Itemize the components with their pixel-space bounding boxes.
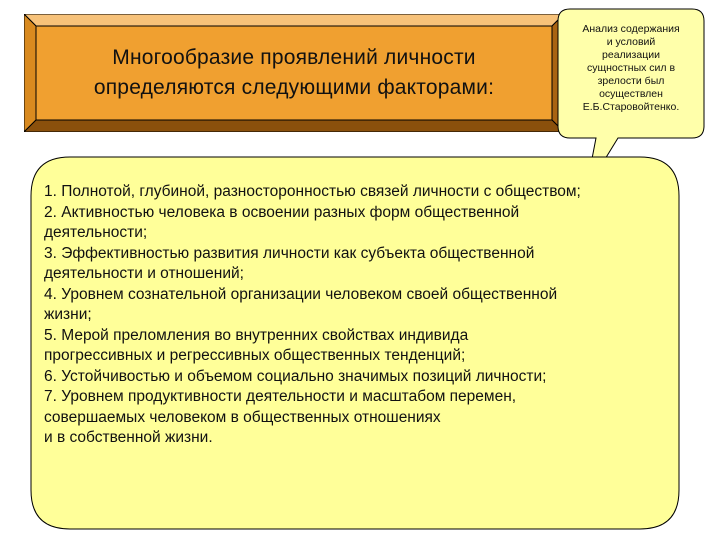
factor-line: деятельности; [44, 224, 148, 241]
factor-item [44, 326, 680, 367]
page-title [36, 26, 552, 120]
title-bevel-top [24, 14, 564, 26]
factor-line: деятельности и отношений; [44, 265, 244, 282]
title-block [24, 14, 564, 132]
factor-item [44, 244, 680, 285]
factors-panel [30, 156, 680, 530]
factor-line: прогрессивных и регрессивных общественных тенденций; [44, 347, 466, 364]
factor-line: жизни; [44, 306, 92, 323]
factors-list [44, 182, 680, 449]
title-line-2: определяются следующими факторами: [93, 76, 495, 99]
callout-line: Е.Б.Старовойтенко. [582, 101, 680, 113]
factor-line: 4. Уровнем сознательной организации человеком своей общественной [44, 285, 558, 303]
factor-line: 3. Эффективностью развития личности как субъекта общественной [44, 244, 535, 262]
title-bevel-left [24, 14, 36, 132]
factor-item [44, 203, 680, 244]
factor-item [44, 182, 680, 203]
title-bevel-bottom [24, 120, 564, 132]
factor-line: 5. Мерой преломления во внутренних свойствах индивида [44, 326, 469, 344]
factor-line: 2. Активностью человека в освоении разных форм общественной [44, 203, 520, 221]
factor-item [44, 367, 680, 388]
callout-line: и условий [606, 36, 656, 48]
factor-line: 7. Уровнем продуктивности деятельности и масштабом перемен, [44, 388, 517, 405]
factor-line: 6. Устойчивостью и объемом социально значимых позиций личности; [44, 367, 547, 385]
callout-line: осуществлен [599, 88, 663, 100]
factor-item [44, 285, 680, 326]
callout-line: сущностных сил в [586, 62, 676, 74]
title-line-1: Многообразие проявлений личности [112, 46, 476, 69]
callout-line: реализации [602, 49, 660, 61]
callout-text [564, 23, 698, 114]
callout-line: Анализ содержания [582, 23, 680, 35]
factor-item [44, 387, 680, 449]
callout-line: зрелости был [597, 75, 665, 87]
factor-line: и в собственной жизни. [44, 429, 213, 446]
factor-line: совершаемых человеком в общественных отношениях [44, 408, 441, 426]
factor-line: 1. Полнотой, глубиной, разносторонностью связей личности с обществом; [44, 183, 581, 200]
